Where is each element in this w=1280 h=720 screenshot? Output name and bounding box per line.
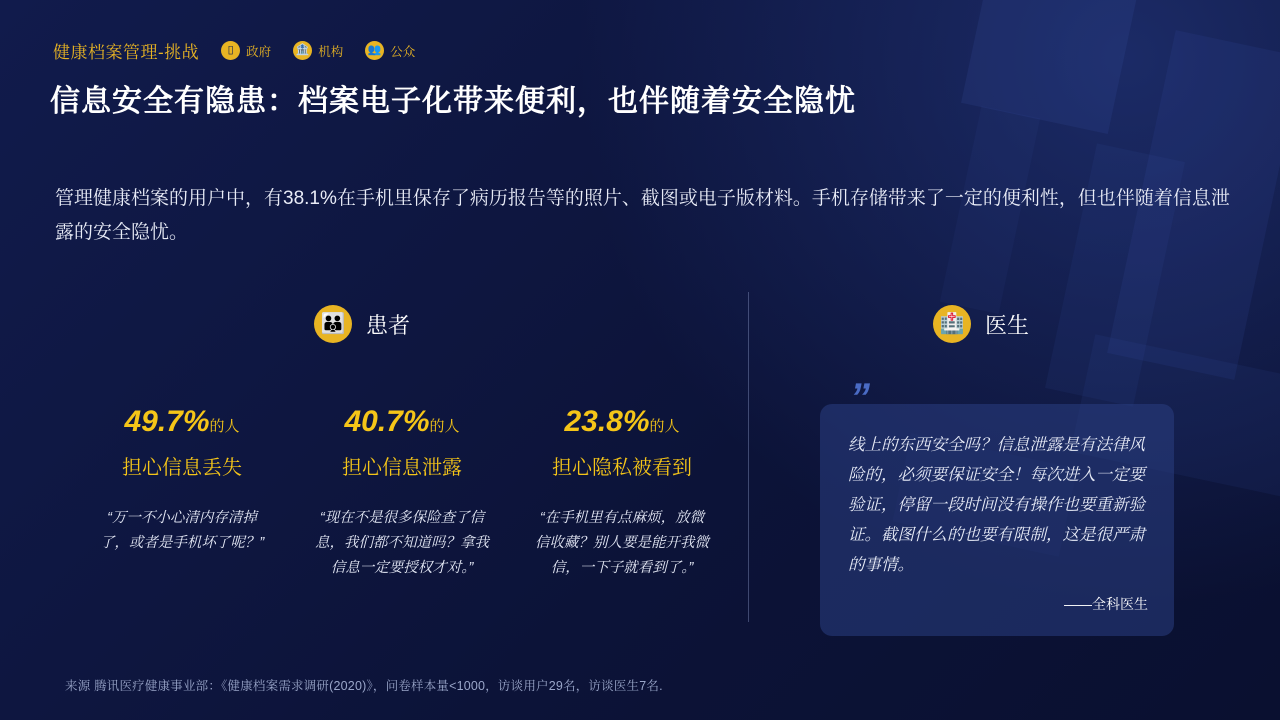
doctor-quote-text: 线上的东西安全吗？信息泄露是有法律风险的，必须要保证安全！每次进入一定要验证，停留一段时间没有操作也要重新验证。截图什么的也要有限制，这是很严肃的事情。	[848, 436, 1145, 574]
source-footnote: 来源 腾讯医疗健康事业部：《健康档案需求调研(2020)》，问卷样本量<1000，访谈用户29名，访谈医生7名.	[65, 679, 663, 693]
stat-card	[72, 405, 292, 581]
section-label: 医生	[985, 312, 1030, 338]
column-divider	[748, 292, 749, 622]
audience-tag-label: 政府	[246, 44, 272, 59]
stat-card	[292, 405, 512, 581]
doctor-quote-card	[820, 376, 1174, 636]
audience-tag-institution	[293, 41, 343, 60]
audience-tag-government	[221, 41, 271, 60]
doctor-quote-attribution: ——全科医生	[1064, 596, 1148, 612]
stat-percent-value: 40.7%	[344, 405, 430, 438]
stat-caption: 担心信息丢失	[122, 457, 242, 479]
section-label: 患者	[366, 312, 411, 338]
stat-percent-suffix: 的人	[209, 418, 240, 435]
header-row	[53, 38, 415, 63]
stat-quote: “现在不是很多保险查了信息，我们都不知道吗？拿我信息一定要授权才对。”	[315, 510, 489, 576]
public-icon: 👥	[365, 41, 384, 60]
institution-icon: 🏦	[293, 41, 312, 60]
stat-percent-suffix: 的人	[649, 418, 680, 435]
hospital-icon: 🏥	[933, 305, 971, 343]
government-icon: ▯	[221, 41, 240, 60]
stat-percent-value: 49.7%	[124, 405, 210, 438]
kicker-label: 健康档案管理-挑战	[53, 43, 200, 62]
patient-stat-group	[72, 405, 732, 581]
stat-percent	[512, 405, 732, 439]
stat-percent-suffix: 的人	[429, 418, 460, 435]
quote-mark-icon: ”	[850, 376, 868, 420]
audience-tag-public	[365, 41, 415, 60]
stat-card	[512, 405, 732, 581]
lede-paragraph: 管理健康档案的用户中，有38.1%在手机里保存了病历报告等的照片、截图或电子版材料。手机存储带来了一定的便利性，但也伴随着信息泄露的安全隐忧。	[55, 188, 1230, 243]
stat-quote: “在手机里有点麻烦，放微信收藏？别人要是能开我微信，一下子就看到了。”	[535, 510, 709, 576]
stat-percent-value: 23.8%	[564, 405, 650, 438]
section-heading-doctor	[933, 305, 1029, 343]
audience-tag-label: 机构	[318, 44, 344, 59]
stat-caption: 担心隐私被看到	[552, 457, 692, 479]
page-title: 信息安全有隐患：档案电子化带来便利，也伴随着安全隐忧	[50, 85, 856, 118]
audience-tag-group	[221, 41, 415, 60]
patient-icon: 👪	[314, 305, 352, 343]
stat-caption: 担心信息泄露	[342, 457, 462, 479]
stat-percent	[72, 405, 292, 439]
stat-percent	[292, 405, 512, 439]
stat-quote: “万一不小心清内存清掉了，或者是手机坏了呢？”	[99, 510, 265, 551]
section-heading-patient	[314, 305, 410, 343]
audience-tag-label: 公众	[390, 44, 416, 59]
